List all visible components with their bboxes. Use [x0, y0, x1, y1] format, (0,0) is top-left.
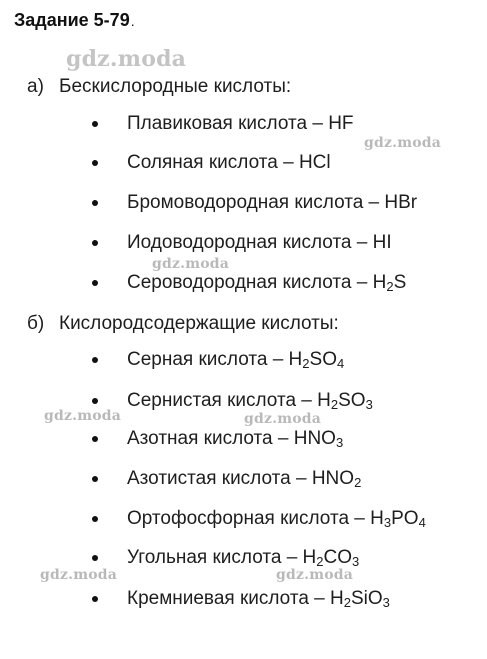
section-b-letter: б)	[27, 313, 45, 334]
formula-part: SO	[338, 390, 366, 411]
bullet-icon	[92, 280, 98, 286]
section-a-heading	[27, 76, 291, 98]
acid-formula	[373, 232, 392, 253]
acid-entry	[127, 113, 354, 135]
acid-formula	[289, 349, 345, 370]
acid-name: Плавиковая кислота –	[127, 113, 329, 134]
formula-part: HCl	[298, 152, 331, 173]
acid-formula	[384, 192, 417, 213]
task-title	[14, 10, 135, 31]
formula-part: HNO	[311, 468, 355, 489]
acid-name: Бромоводородная кислота –	[127, 192, 385, 213]
acid-entry	[127, 588, 390, 610]
formula-subscript: 3	[382, 595, 390, 610]
acid-name: Серная кислота –	[127, 349, 289, 370]
formula-part: SiO	[350, 588, 383, 609]
acid-formula	[317, 390, 373, 411]
acid-entry	[127, 547, 359, 569]
formula-part: CO	[323, 547, 353, 568]
formula-part: H	[370, 508, 384, 529]
bullet-icon	[92, 200, 98, 206]
acid-formula	[303, 547, 360, 568]
task-title-text: Задание 5-79	[14, 10, 130, 30]
bullet-icon	[92, 555, 98, 561]
formula-part: HI	[372, 232, 392, 253]
section-a-letter: а)	[27, 76, 44, 97]
acid-name: Иодоводородная кислота –	[127, 232, 373, 253]
acid-entry	[127, 468, 361, 490]
bullet-icon	[92, 357, 98, 363]
watermark: gdz.moda	[244, 411, 322, 427]
bullet-icon	[92, 436, 98, 442]
formula-subscript: 2	[386, 279, 394, 294]
formula-part: HF	[328, 113, 354, 134]
acid-formula	[373, 272, 407, 293]
formula-subscript: 2	[354, 475, 362, 490]
acid-name: Сернистая кислота –	[127, 390, 318, 411]
acid-entry	[127, 390, 373, 412]
formula-part: H	[288, 349, 303, 370]
watermark: gdz.moda	[364, 135, 442, 151]
formula-subscript: 2	[302, 356, 310, 371]
formula-part: H	[330, 588, 344, 609]
acid-name: Азотная кислота –	[127, 428, 294, 449]
watermark: gdz.moda	[40, 567, 118, 583]
acid-entry	[127, 152, 331, 174]
bullet-icon	[92, 476, 98, 482]
formula-part: H	[317, 390, 331, 411]
acid-entry	[127, 349, 344, 371]
bullet-icon	[92, 398, 98, 404]
formula-subscript: 3	[352, 554, 360, 569]
acid-name: Кремниевая кислота –	[127, 588, 331, 609]
formula-subscript: 3	[365, 397, 373, 412]
acid-name: Ортофосфорная кислота –	[127, 508, 371, 529]
acid-name: Сероводородная кислота –	[127, 272, 373, 293]
formula-part: S	[393, 272, 407, 293]
watermark: gdz.moda	[66, 46, 187, 72]
formula-subscript: 2	[316, 554, 324, 569]
acid-formula	[328, 113, 353, 134]
acid-name: Угольная кислота –	[127, 547, 303, 568]
watermark: gdz.moda	[152, 256, 230, 272]
acid-formula	[370, 508, 426, 529]
acid-entry	[127, 192, 417, 214]
formula-part: H	[372, 272, 387, 293]
formula-part: H	[302, 547, 317, 568]
formula-part: PO	[391, 508, 419, 529]
task-title-dot: .	[130, 13, 135, 29]
bullet-icon	[92, 121, 98, 127]
acid-name: Соляная кислота –	[127, 152, 299, 173]
acid-entry	[127, 508, 426, 530]
formula-subscript: 4	[336, 356, 345, 371]
acid-formula	[299, 152, 331, 173]
formula-subscript: 3	[383, 515, 392, 530]
acid-formula	[312, 468, 361, 489]
section-b-label: Кислородсодержащие кислоты:	[59, 313, 339, 334]
acid-name: Азотистая кислота –	[127, 468, 312, 489]
bullet-icon	[92, 596, 98, 602]
formula-subscript: 2	[330, 397, 339, 412]
bullet-icon	[92, 160, 98, 166]
watermark: gdz.moda	[276, 567, 354, 583]
formula-part: HNO	[293, 428, 336, 449]
formula-part: SO	[309, 349, 337, 370]
section-b-heading	[27, 313, 339, 335]
acid-entry	[127, 272, 406, 294]
acid-formula	[330, 588, 390, 609]
watermark: gdz.moda	[44, 408, 122, 424]
formula-part: HBr	[384, 192, 418, 213]
acid-entry	[127, 232, 392, 254]
formula-subscript: 4	[418, 515, 426, 530]
formula-subscript: 2	[343, 595, 351, 610]
formula-subscript: 3	[335, 435, 344, 450]
acid-entry	[127, 428, 343, 450]
bullet-icon	[92, 516, 98, 522]
acid-formula	[294, 428, 343, 449]
bullet-icon	[92, 240, 98, 246]
section-a-label: Бескислородные кислоты:	[59, 76, 292, 97]
